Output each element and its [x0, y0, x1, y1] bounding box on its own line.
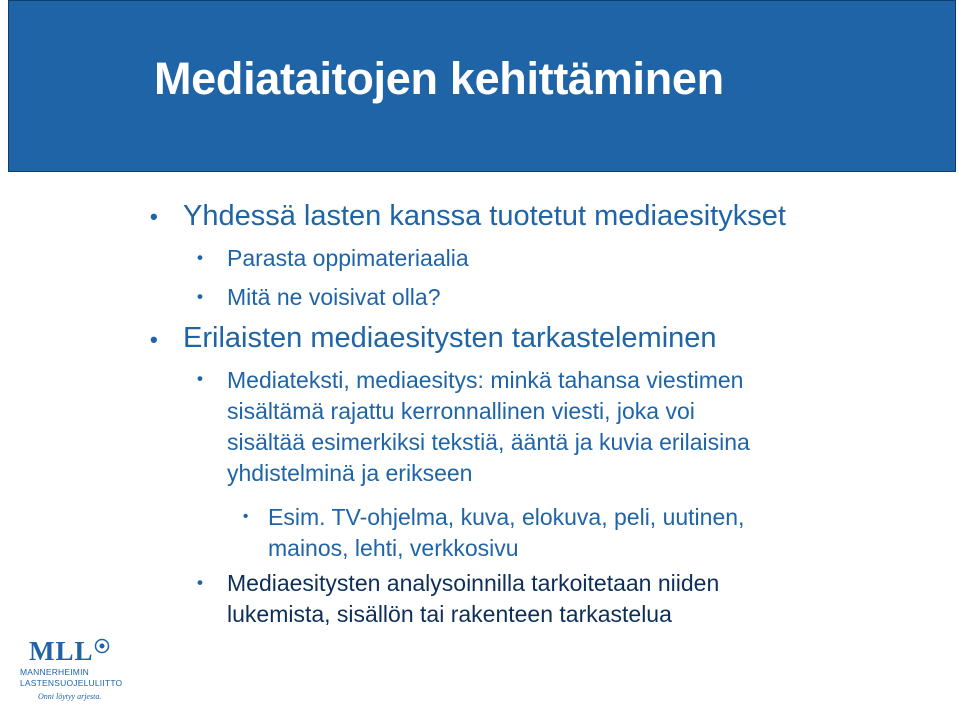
bullet-text: Mediateksti, mediaesitys: minkä tahansa viestimen	[227, 367, 744, 393]
bullet-dot-icon: •	[197, 573, 203, 592]
bullet-text: Yhdessä lasten kanssa tuotetut mediaesitykset	[183, 200, 786, 232]
bullet-dot-icon: •	[243, 508, 249, 525]
slide-title: Mediataitojen kehittäminen	[154, 53, 724, 104]
sub-bullet-text: mainos, lehti, verkkosivu	[268, 535, 519, 561]
logo-slogan: Onni löytyy arjesta.	[38, 692, 102, 701]
logo-text-line2: LASTENSUOJELULIITTO	[20, 678, 123, 688]
sub-bullet-text: Esim. TV-ohjelma, kuva, elokuva, peli, uutinen,	[268, 504, 745, 530]
bullet-dot-icon: •	[150, 327, 158, 352]
bullet-text: sisältämä rajattu kerronnallinen viesti, joka voi	[227, 398, 695, 424]
logo-text-line1: MANNERHEIMIN	[20, 667, 89, 677]
bullet-text: Parasta oppimateriaalia	[227, 245, 469, 271]
bullet-dot-icon: •	[197, 248, 203, 267]
bullet-text: Mitä ne voisivat olla?	[227, 284, 441, 310]
bullet-text: Mediaesitysten analysoinnilla tarkoitetaan niiden	[227, 570, 720, 596]
bullet-dot-icon: •	[197, 369, 203, 388]
bullet-text: sisältää esimerkiksi tekstiä, ääntä ja kuvia erilaisina	[227, 429, 750, 455]
bullet-text: lukemista, sisällön tai rakenteen tarkastelua	[227, 601, 672, 627]
bullet-dot-icon: •	[197, 287, 203, 306]
bullet-text: Erilaisten mediaesitysten tarkasteleminen	[183, 322, 717, 354]
bullet-dot-icon: •	[150, 204, 158, 229]
organization-logo	[14, 630, 123, 704]
bullet-text: yhdistelminä ja erikseen	[227, 460, 473, 486]
logo-emblem-icon	[94, 638, 110, 654]
logo-mark: MLL	[29, 636, 94, 666]
